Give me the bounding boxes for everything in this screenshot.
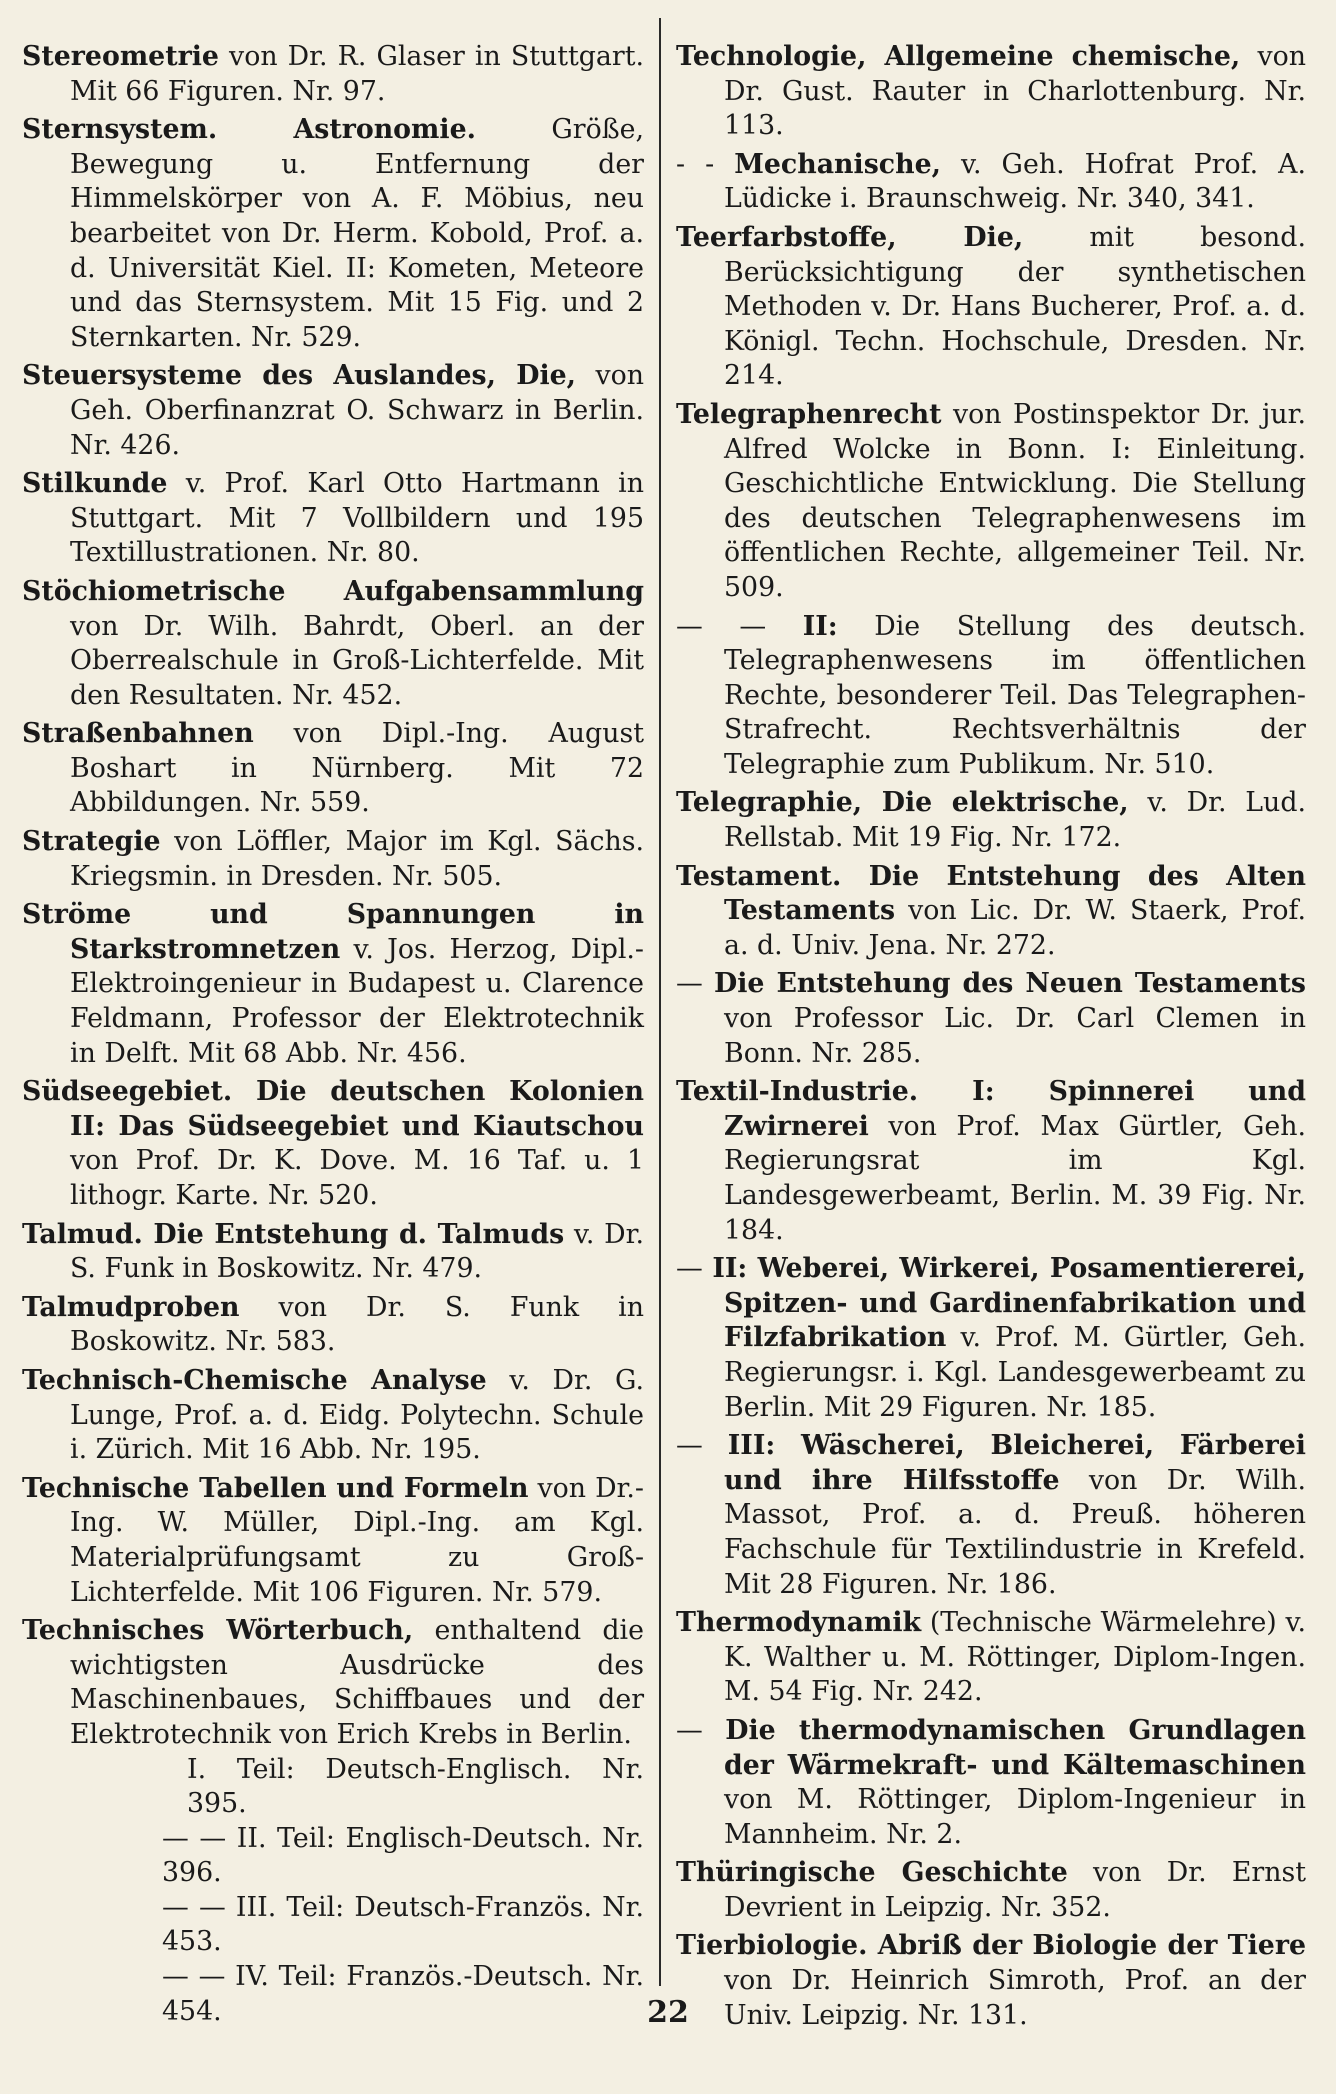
entry-title: III: Wäscherei, Bleicherei, Färberei und ihre Hilfsstoffe bbox=[724, 1430, 1306, 1496]
repeat-dash: — bbox=[676, 1430, 728, 1462]
entry-description: von Dr.-Ing. W. Müller, Dipl.-Ing. am Kgl. Materialprüfungsamt zu Groß-Lichterfelde. Mit 106 Figuren. Nr. 579. bbox=[70, 1472, 644, 1608]
entry-title: Thüringische Geschichte bbox=[676, 1857, 1068, 1889]
catalog-entry bbox=[676, 398, 1306, 606]
entry-description: von Postinspektor Dr. jur. Alfred Wolcke in Bonn. I: Einleitung. Geschichtliche Entwicklung. Die Stellung des deutschen Telegraphenwesens im öffentlichen Rechte, allgemeiner Teil. Nr. 509. bbox=[724, 398, 1306, 603]
catalog-entry bbox=[22, 1075, 644, 1213]
catalog-entry bbox=[676, 1606, 1306, 1710]
entry-description: von Dr. Gust. Rauter in Charlottenburg. Nr. 113. bbox=[724, 41, 1306, 142]
entry-title: Talmudproben bbox=[22, 1291, 240, 1323]
catalog-entry bbox=[22, 1218, 644, 1287]
entry-description: von Löffler, Major im Kgl. Sächs. Kriegsmin. in Dresden. Nr. 505. bbox=[70, 826, 644, 892]
right-column bbox=[676, 40, 1306, 2037]
entry-description: von M. Röttinger, Diplom-Ingenieur in Mannheim. Nr. 2. bbox=[724, 1784, 1306, 1850]
catalog-entry bbox=[22, 1614, 644, 1752]
entry-title: Teerfarbstoffe, Die, bbox=[676, 221, 1024, 253]
repeat-dash: - - bbox=[676, 148, 735, 180]
dictionary-part-text: IV. Teil: Französ.-Deutsch. Nr. 454. bbox=[162, 1961, 644, 2027]
entry-title: Telegraphie, Die elektrische, bbox=[676, 787, 1129, 819]
entry-title: Textil-Industrie. I: Spinnerei und Zwirnerei bbox=[676, 1076, 1306, 1142]
catalog-entry bbox=[22, 575, 644, 713]
entry-description: von Dr. Ernst Devrient in Leipzig. Nr. 352. bbox=[724, 1857, 1306, 1923]
dictionary-part bbox=[22, 1753, 644, 1822]
catalog-entry bbox=[22, 40, 644, 109]
dictionary-part-text: III. Teil: Deutsch-Französ. Nr. 453. bbox=[162, 1891, 644, 1958]
catalog-entry bbox=[676, 786, 1306, 855]
catalog-entry bbox=[676, 1856, 1306, 1925]
catalog-entry bbox=[676, 860, 1306, 964]
catalog-entry bbox=[22, 359, 644, 463]
entry-description: (Technische Wärmelehre) v. K. Walther u. M. Röttinger, Diplom-Ingen. M. 54 Fig. Nr. 242. bbox=[724, 1607, 1306, 1708]
catalog-entry bbox=[676, 40, 1306, 144]
repeat-dash: — — bbox=[162, 1961, 226, 1993]
entry-description: von Dr. S. Funk in Boskowitz. Nr. 583. bbox=[70, 1291, 644, 1358]
entry-description: v. Prof. Karl Otto Hartmann in Stuttgart. Mit 7 Vollbildern und 195 Textillustrationen. Nr. 80. bbox=[70, 468, 644, 569]
repeat-dash: — — bbox=[676, 610, 803, 642]
entry-title: Stöchiometrische Aufgabensammlung bbox=[22, 575, 644, 607]
entry-description: v. Dr. S. Funk in Boskowitz. Nr. 479. bbox=[70, 1218, 644, 1285]
entry-title: Talmud. Die Entstehung d. Talmuds bbox=[22, 1218, 565, 1250]
entry-description: Die Stellung des deutsch. Telegraphenwesens im öffentlichen Rechte, besonderer Teil. Das Telegraphen-Strafrecht. Rechtsverhältnis der Telegraphie zum Publikum. Nr. 510. bbox=[724, 610, 1306, 780]
entry-description: von Dr. Wilh. Massot, Prof. a. d. Preuß. höheren Fachschule für Textilindustrie in Krefeld. Mit 28 Figuren. Nr. 186. bbox=[724, 1464, 1306, 1600]
catalog-entry bbox=[22, 717, 644, 821]
entry-description: von Prof. Dr. K. Dove. M. 16 Taf. u. 1 lithogr. Karte. Nr. 520. bbox=[70, 1145, 644, 1211]
entry-title: Technisch-Chemische Analyse bbox=[22, 1364, 487, 1396]
entry-description: von Dr. Wilh. Bahrdt, Oberl. an der Oberrealschule in Groß-Lichterfelde. Mit den Resultaten. Nr. 452. bbox=[70, 610, 644, 711]
repeat-dash: — — bbox=[162, 1822, 227, 1854]
entry-title: Tierbiologie. Abriß der Biologie der Tiere bbox=[676, 1930, 1306, 1962]
page-number: 22 bbox=[647, 1995, 689, 2030]
catalog-entry bbox=[22, 825, 644, 894]
entry-title: Stereometrie bbox=[22, 41, 219, 72]
catalog-entry bbox=[22, 467, 644, 571]
entry-description: von Professor Lic. Dr. Carl Clemen in Bonn. Nr. 285. bbox=[724, 1003, 1306, 1069]
catalog-entry bbox=[676, 1714, 1306, 1852]
entry-title: Sternsystem. Astronomie. bbox=[22, 114, 476, 146]
catalog-entry bbox=[676, 1075, 1306, 1248]
entry-title: Strategie bbox=[22, 826, 161, 858]
catalog-entry bbox=[22, 898, 644, 1071]
entry-title: Die Entstehung des Neuen Testaments bbox=[714, 968, 1306, 1000]
catalog-entry bbox=[22, 113, 644, 355]
entry-title: Technologie, Allgemeine chemische, bbox=[676, 41, 1241, 72]
entry-description: Größe, Bewegung u. Entfernung der Himmelskörper von A. F. Möbius, neu bearbeitet von Dr. Herm. Kobold, Prof. a. d. Universität Kiel. II: Kometen, Meteore und das Sternsystem. Mit 15 Fig. und 2 Sternkarten. Nr. 529. bbox=[70, 114, 644, 353]
catalog-entry bbox=[676, 967, 1306, 1071]
entry-description: enthaltend die wichtigsten Ausdrücke des Maschinenbaues, Schiffbaues und der Elektrotechnik von Erich Krebs in Berlin. bbox=[70, 1615, 644, 1750]
entry-description: von Geh. Oberfinanzrat O. Schwarz in Berlin. Nr. 426. bbox=[70, 360, 644, 461]
dictionary-part-text: II. Teil: Englisch-Deutsch. Nr. 396. bbox=[162, 1822, 644, 1889]
entry-description: von Dr. R. Glaser in Stuttgart. Mit 66 Figuren. Nr. 97. bbox=[70, 41, 644, 107]
entry-description: von Lic. Dr. W. Staerk, Prof. a. d. Univ. Jena. Nr. 272. bbox=[724, 895, 1306, 961]
catalog-entry bbox=[22, 1364, 644, 1468]
entry-description: v. Dr. G. Lunge, Prof. a. d. Eidg. Polytechn. Schule i. Zürich. Mit 16 Abb. Nr. 195. bbox=[70, 1364, 644, 1466]
catalog-entry bbox=[676, 1429, 1306, 1602]
entry-title: II: bbox=[802, 610, 838, 642]
catalog-entry bbox=[676, 148, 1306, 217]
entry-description: von Dipl.-Ing. August Boshart in Nürnberg. Mit 72 Abbildungen. Nr. 559. bbox=[70, 718, 644, 819]
repeat-dash: — bbox=[676, 968, 714, 1000]
catalog-entry bbox=[22, 1472, 644, 1610]
entry-title: Thermodynamik bbox=[676, 1607, 922, 1639]
entry-description: v. Jos. Herzog, Dipl.-Elektroingenieur in Budapest u. Clarence Feldmann, Professor der Elektrotechnik in Delft. Mit 68 Abb. Nr. 456. bbox=[70, 933, 644, 1069]
catalog-entry bbox=[676, 221, 1306, 394]
entry-title: Die thermodynamischen Grundlagen der Wärmekraft- und Kältemaschinen bbox=[724, 1714, 1306, 1781]
entry-description: v. Prof. M. Gürtler, Geh. Regierungsr. i. Kgl. Landesgewerbeamt zu Berlin. Mit 29 Figuren. Nr. 185. bbox=[724, 1322, 1306, 1423]
entry-title: Testament. Die Entstehung des Alten Testaments bbox=[676, 860, 1306, 927]
repeat-dash: — bbox=[676, 1714, 726, 1746]
left-column bbox=[22, 40, 644, 2029]
entry-description: mit besond. Berücksichtigung der synthetischen Methoden v. Dr. Hans Bucherer, Prof. a. d. Königl. Techn. Hochschule, Dresden. Nr. 214. bbox=[724, 221, 1306, 392]
catalog-entry bbox=[676, 1252, 1306, 1425]
entry-title: Südseegebiet. Die deutschen Kolonien II: Das Südseegebiet und Kiautschou bbox=[22, 1076, 644, 1142]
catalog-entry bbox=[676, 610, 1306, 783]
repeat-dash: — bbox=[676, 1253, 713, 1285]
entry-description: v. Geh. Hofrat Prof. A. Lüdicke i. Braunschweig. Nr. 340, 341. bbox=[724, 148, 1306, 215]
entry-title: Mechanische, bbox=[734, 148, 941, 180]
column-divider bbox=[659, 18, 661, 1986]
entry-title: Telegraphenrecht bbox=[676, 398, 942, 430]
repeat-dash: — — bbox=[162, 1891, 226, 1923]
entry-description: v. Dr. Lud. Rellstab. Mit 19 Fig. Nr. 172. bbox=[724, 787, 1306, 854]
dictionary-part bbox=[22, 1891, 644, 1960]
dictionary-part bbox=[22, 1822, 644, 1891]
entry-description: von Prof. Max Gürtler, Geh. Regierungsrat im Kgl. Landesgewerbeamt, Berlin. M. 39 Fig. Nr. 184. bbox=[724, 1110, 1306, 1246]
entry-title: Ströme und Spannungen in Starkstromnetzen bbox=[22, 899, 644, 965]
entry-description: von Dr. Heinrich Simroth, Prof. an der Univ. Leipzig. Nr. 131. bbox=[724, 1965, 1306, 2031]
entry-title: Straßenbahnen bbox=[22, 718, 254, 750]
dictionary-part-text: I. Teil: Deutsch-Englisch. Nr. 395. bbox=[187, 1753, 644, 1820]
entry-title: Technisches Wörterbuch, bbox=[22, 1615, 414, 1647]
entry-title: Technische Tabellen und Formeln bbox=[22, 1472, 529, 1504]
entry-title: Stilkunde bbox=[22, 468, 168, 500]
entry-title: Steuersysteme des Auslandes, Die, bbox=[22, 360, 577, 392]
catalog-entry bbox=[22, 1291, 644, 1360]
entry-title: II: Weberei, Wirkerei, Posamentiererei, Spitzen- und Gardinenfabrikation und Filzfabrikation bbox=[712, 1253, 1306, 1354]
